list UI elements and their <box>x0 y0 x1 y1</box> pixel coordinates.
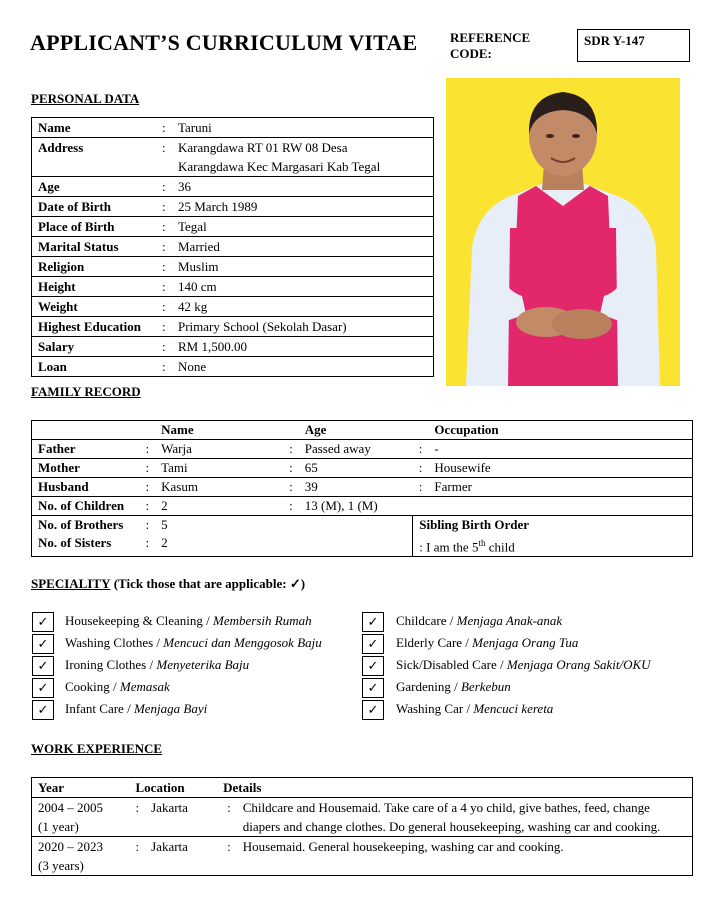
speciality-sick-care: Sick/Disabled Care / Menjaga Orang Sakit/OKU <box>396 657 651 672</box>
personal-row-salary <box>32 337 434 357</box>
row-value: Taruni <box>178 120 212 135</box>
row-value: Married <box>178 239 220 254</box>
brothers-label: No. of Brothers <box>38 517 124 532</box>
family-occupation: Farmer <box>434 479 472 494</box>
row-colon: : <box>162 199 166 214</box>
speciality-washing-clothes: Washing Clothes / Mencuci dan Menggosok Baju <box>65 635 322 650</box>
family-row-sisters: No. of Sisters : 2 : I am the 5th child <box>32 534 693 557</box>
row-label: Religion <box>38 259 85 274</box>
reference-label-line1: REFERENCE <box>450 30 531 45</box>
speciality-infant-care: Infant Care / Menjaga Bayi <box>65 701 208 716</box>
speciality-heading: SPECIALITY <box>31 576 111 591</box>
speciality-washing-car: Washing Car / Mencuci kereta <box>396 701 554 716</box>
reference-label-line2: CODE: <box>450 46 492 61</box>
family-header-age: Age <box>304 422 327 437</box>
work-year: 2004 – 2005 (1 year) <box>38 800 103 834</box>
row-label: Place of Birth <box>38 219 115 234</box>
speciality-gardening: Gardening / Berkebun <box>396 679 511 694</box>
row-value: 42 kg <box>178 299 208 314</box>
speciality-elderly-care: Elderly Care / Menjaga Orang Tua <box>396 635 579 650</box>
row-label: Marital Status <box>38 239 119 254</box>
family-occupation: Housewife <box>434 460 491 475</box>
tick-washing-clothes[interactable]: ✓ <box>32 634 54 654</box>
speciality-housekeeping: Housekeeping & Cleaning / Membersih Rumah <box>65 613 312 628</box>
family-record-heading: FAMILY RECORD <box>31 384 141 399</box>
speciality-ironing: Ironing Clothes / Menyeterika Baju <box>65 657 250 672</box>
applicant-photo <box>446 78 680 386</box>
row-value: RM 1,500.00 <box>178 339 247 354</box>
document-title: APPLICANT’S CURRICULUM VITAE <box>30 30 418 55</box>
family-age: 39 <box>304 479 318 494</box>
work-experience-heading: WORK EXPERIENCE <box>31 741 163 756</box>
row-value: Muslim <box>178 259 219 274</box>
personal-row-loan <box>32 357 434 377</box>
work-header-location: Location <box>135 780 185 795</box>
personal-row-marital <box>32 237 434 257</box>
work-experience-table <box>31 777 693 876</box>
family-name: Kasum <box>161 479 198 494</box>
tick-ironing[interactable]: ✓ <box>32 656 54 676</box>
speciality-childcare: Childcare / Menjaga Anak-anak <box>396 613 563 628</box>
sibling-order-label: Sibling Birth Order <box>413 516 693 535</box>
address-line1: Karangdawa RT 01 RW 08 Desa <box>178 140 348 155</box>
personal-row-education <box>32 317 434 337</box>
personal-data-table <box>31 117 434 377</box>
row-value: Tegal <box>178 219 207 234</box>
work-row-2: 2020 – 2023 (3 years) : Jakarta : Housemaid. General housekeeping, washing car and cooking. <box>32 837 693 876</box>
row-value: 25 March 1989 <box>178 199 258 214</box>
family-header-occupation: Occupation <box>434 422 499 437</box>
row-value: Primary School (Sekolah Dasar) <box>178 319 347 334</box>
row-value <box>172 138 434 177</box>
family-relation: Mother <box>38 460 80 475</box>
family-age: 65 <box>304 460 318 475</box>
family-age: 13 (M), 1 (M) <box>304 498 378 513</box>
row-colon: : <box>162 219 166 234</box>
work-details: Childcare and Housemaid. Take care of a 4 yo child, give bathes, feed, change diapers and change clothes. Do general housekeeping, washing car and cooking. <box>242 800 661 834</box>
family-row-children: No. of Children : 2 : 13 (M), 1 (M) <box>32 497 693 516</box>
sibling-order-value: : I am the 5th child <box>413 534 693 557</box>
family-row-mother: Mother : Tami : 65 : Housewife <box>32 459 693 478</box>
personal-row-height <box>32 277 434 297</box>
family-row-brothers: No. of Brothers : 5 Sibling Birth Order <box>32 516 693 535</box>
row-label: Weight <box>38 299 78 314</box>
work-header-row <box>32 778 693 798</box>
row-label: Date of Birth <box>38 199 111 214</box>
personal-data-heading: PERSONAL DATA <box>31 91 140 106</box>
row-colon: : <box>162 140 166 155</box>
row-colon: : <box>162 339 166 354</box>
tick-washing-car[interactable]: ✓ <box>362 700 384 720</box>
row-label: Highest Education <box>38 319 141 334</box>
personal-row-name <box>32 118 434 138</box>
work-row-1: 2004 – 2005 (1 year) : Jakarta : Childcare and Housemaid. Take care of a 4 yo child, give bathes, feed, change diapers and change clothes. Do general housekeeping, washing car and cooking. <box>32 798 693 837</box>
personal-row-age <box>32 177 434 197</box>
row-value: None <box>178 359 207 374</box>
tick-sick-care[interactable]: ✓ <box>362 656 384 676</box>
row-label: Height <box>38 279 76 294</box>
brothers-count: 5 <box>161 517 168 532</box>
family-age: Passed away <box>304 441 371 456</box>
family-header-row <box>32 421 693 440</box>
work-year: 2020 – 2023 (3 years) <box>38 839 103 873</box>
tick-gardening[interactable]: ✓ <box>362 678 384 698</box>
family-name: Warja <box>161 441 192 456</box>
tick-infant-care[interactable]: ✓ <box>32 700 54 720</box>
family-relation: Father <box>38 441 76 456</box>
family-row-husband: Husband : Kasum : 39 : Farmer <box>32 478 693 497</box>
personal-row-address <box>32 138 434 177</box>
tick-elderly-care[interactable]: ✓ <box>362 634 384 654</box>
row-colon: : <box>162 319 166 334</box>
sisters-count: 2 <box>161 535 168 550</box>
row-colon: : <box>162 239 166 254</box>
row-colon: : <box>162 359 166 374</box>
family-relation: No. of Children <box>38 498 125 513</box>
family-name: 2 <box>161 498 168 513</box>
row-label: Salary <box>38 339 75 354</box>
row-colon: : <box>162 279 166 294</box>
row-colon: : <box>162 120 166 135</box>
work-header-year: Year <box>38 780 64 795</box>
row-value: 36 <box>178 179 191 194</box>
speciality-cooking: Cooking / Memasak <box>65 679 170 694</box>
work-header-details: Details <box>223 780 262 795</box>
speciality-heading-line <box>31 576 305 592</box>
row-colon: : <box>162 299 166 314</box>
row-label: Loan <box>38 359 67 374</box>
personal-row-pob <box>32 217 434 237</box>
family-relation: Husband <box>38 479 89 494</box>
applicant-photo-illustration <box>446 78 680 386</box>
reference-code-box: SDR Y-147 <box>577 29 690 62</box>
work-location: Jakarta <box>151 839 188 854</box>
speciality-note: (Tick those that are applicable: ✓) <box>113 576 306 591</box>
row-colon: : <box>162 259 166 274</box>
sisters-label: No. of Sisters <box>38 535 112 550</box>
tick-cooking[interactable]: ✓ <box>32 678 54 698</box>
tick-housekeeping[interactable]: ✓ <box>32 612 54 632</box>
address-line2: Karangdawa Kec Margasari Kab Tegal <box>178 159 381 174</box>
family-occupation: - <box>434 441 439 456</box>
row-colon: : <box>162 179 166 194</box>
personal-row-weight <box>32 297 434 317</box>
personal-row-dob <box>32 197 434 217</box>
row-value: 140 cm <box>178 279 217 294</box>
tick-childcare[interactable]: ✓ <box>362 612 384 632</box>
family-record-table <box>31 420 693 557</box>
personal-row-religion <box>32 257 434 277</box>
work-location: Jakarta <box>151 800 188 815</box>
family-row-father: Father : Warja : Passed away : - <box>32 440 693 459</box>
family-header-name: Name <box>161 422 194 437</box>
row-label: Age <box>38 179 60 194</box>
reference-code-label <box>450 30 560 62</box>
work-details: Housemaid. General housekeeping, washing car and cooking. <box>242 839 564 854</box>
family-name: Tami <box>161 460 188 475</box>
row-label: Name <box>38 120 71 135</box>
row-label: Address <box>38 140 84 155</box>
